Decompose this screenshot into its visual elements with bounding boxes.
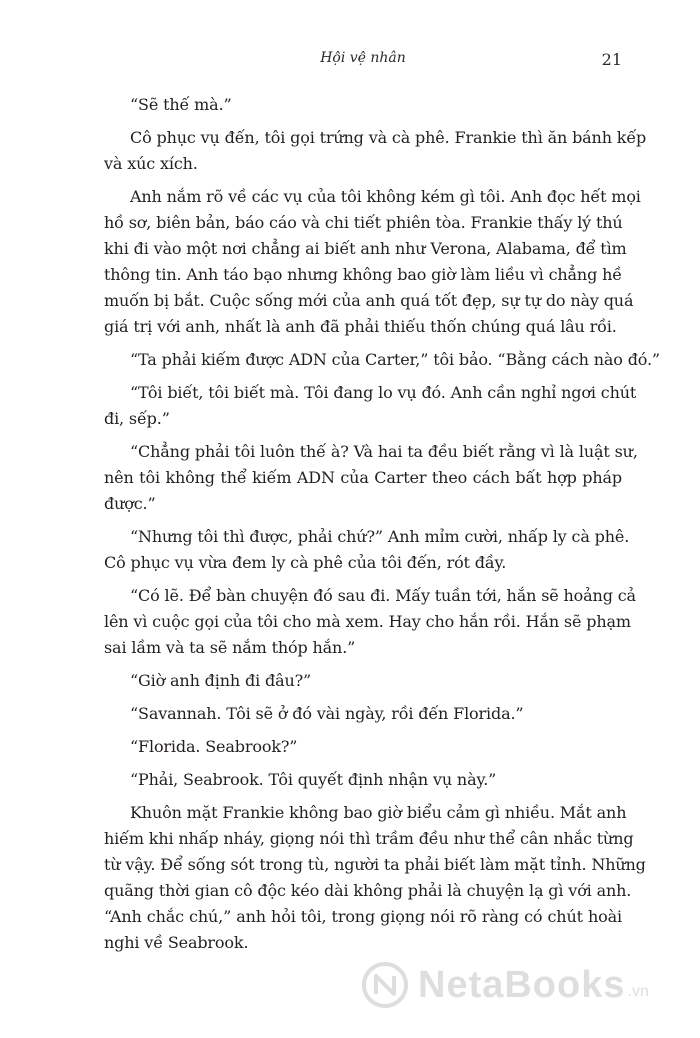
paragraph-line: Cô phục vụ đến, tôi gọi trứng và cà phê. Frankie thì ăn bánh kếp	[130, 128, 647, 147]
paragraph-line: Anh nắm rõ về các vụ của tôi không kém gì tôi. Anh đọc hết mọi	[130, 187, 641, 206]
paragraph	[104, 767, 622, 793]
paragraph	[104, 668, 622, 694]
netabooks-logo-icon	[362, 962, 408, 1008]
paragraph-line: khi đi vào một nơi chẳng ai biết anh như Verona, Alabama, để tìm	[104, 239, 627, 258]
paragraph-line: Khuôn mặt Frankie không bao giờ biểu cảm gì nhiều. Mắt anh	[130, 803, 627, 822]
paragraph-line: muốn bị bắt. Cuộc sống mới của anh quá tốt đẹp, sự tự do này quá	[104, 291, 634, 310]
paragraph-line: “Chẳng phải tôi luôn thế à? Và hai ta đều biết rằng vì là luật sư,	[130, 442, 638, 461]
paragraph	[104, 184, 641, 340]
watermark	[362, 960, 649, 1010]
paragraph-line: giá trị với anh, nhất là anh đã phải thiếu thốn chúng quá lâu rồi.	[104, 317, 617, 336]
paragraph-line: hiếm khi nhấp nháy, giọng nói thì trầm đều như thể cân nhắc từng	[104, 829, 634, 848]
paragraph-line: hồ sơ, biên bản, báo cáo và chi tiết phiên tòa. Frankie thấy lý thú	[104, 213, 623, 232]
paragraph	[104, 734, 622, 760]
watermark-suffix-text: .vn	[627, 983, 649, 1000]
paragraph	[104, 380, 637, 432]
paragraph-line: “Phải, Seabrook. Tôi quyết định nhận vụ này.”	[130, 770, 497, 789]
paragraph-line: được.”	[104, 494, 156, 513]
paragraph	[104, 125, 647, 177]
paragraph-line: từ vậy. Để sống sót trong tù, người ta phải biết làm mặt tỉnh. Những	[104, 855, 646, 874]
paragraph-line: nên tôi không thể kiếm ADN của Carter theo cách bất hợp pháp	[104, 468, 622, 487]
paragraph-line: quãng thời gian cô độc kéo dài không phải là chuyện lạ gì với anh.	[104, 881, 632, 900]
paragraph	[104, 800, 646, 956]
paragraph-line: thông tin. Anh táo bạo nhưng không bao giờ làm liều vì chẳng hề	[104, 265, 622, 284]
paragraph-line: “Nhưng tôi thì được, phải chứ?” Anh mỉm cười, nhấp ly cà phê.	[130, 527, 630, 546]
paragraph	[104, 92, 622, 118]
paragraph	[104, 701, 622, 727]
paragraph	[104, 347, 660, 373]
paragraph-line: “Có lẽ. Để bàn chuyện đó sau đi. Mấy tuần tới, hắn sẽ hoảng cả	[130, 586, 636, 605]
paragraph-line: “Savannah. Tôi sẽ ở đó vài ngày, rồi đến Florida.”	[130, 704, 524, 723]
paragraph	[104, 583, 636, 661]
paragraph-line: Cô phục vụ vừa đem ly cà phê của tôi đến, rót đầy.	[104, 553, 507, 572]
paragraph-line: sai lầm và ta sẽ nắm thóp hắn.”	[104, 638, 356, 657]
body-text	[104, 92, 660, 963]
page-header	[104, 50, 622, 72]
paragraph	[104, 439, 638, 517]
paragraph-line: đi, sếp.”	[104, 409, 170, 428]
paragraph-line: “Tôi biết, tôi biết mà. Tôi đang lo vụ đó. Anh cần nghỉ ngơi chút	[130, 383, 637, 402]
paragraph-line: “Florida. Seabrook?”	[130, 737, 298, 756]
paragraph-line: “Ta phải kiếm được ADN của Carter,” tôi bảo. “Bằng cách nào đó.”	[130, 350, 660, 369]
watermark-brand-text: NetaBooks	[418, 963, 626, 1006]
running-title: Hội vệ nhân	[320, 50, 406, 66]
paragraph-line: nghi về Seabrook.	[104, 933, 249, 952]
paragraph-line: “Anh chắc chú,” anh hỏi tôi, trong giọng nói rõ ràng có chút hoài	[104, 907, 622, 926]
page-number: 21	[601, 50, 622, 69]
paragraph-line: “Giờ anh định đi đâu?”	[130, 671, 312, 690]
paragraph-line: và xúc xích.	[104, 154, 198, 173]
paragraph	[104, 524, 630, 576]
paragraph-line: lên vì cuộc gọi của tôi cho mà xem. Hay cho hắn rồi. Hắn sẽ phạm	[104, 612, 631, 631]
paragraph-line: “Sẽ thế mà.”	[130, 95, 232, 114]
